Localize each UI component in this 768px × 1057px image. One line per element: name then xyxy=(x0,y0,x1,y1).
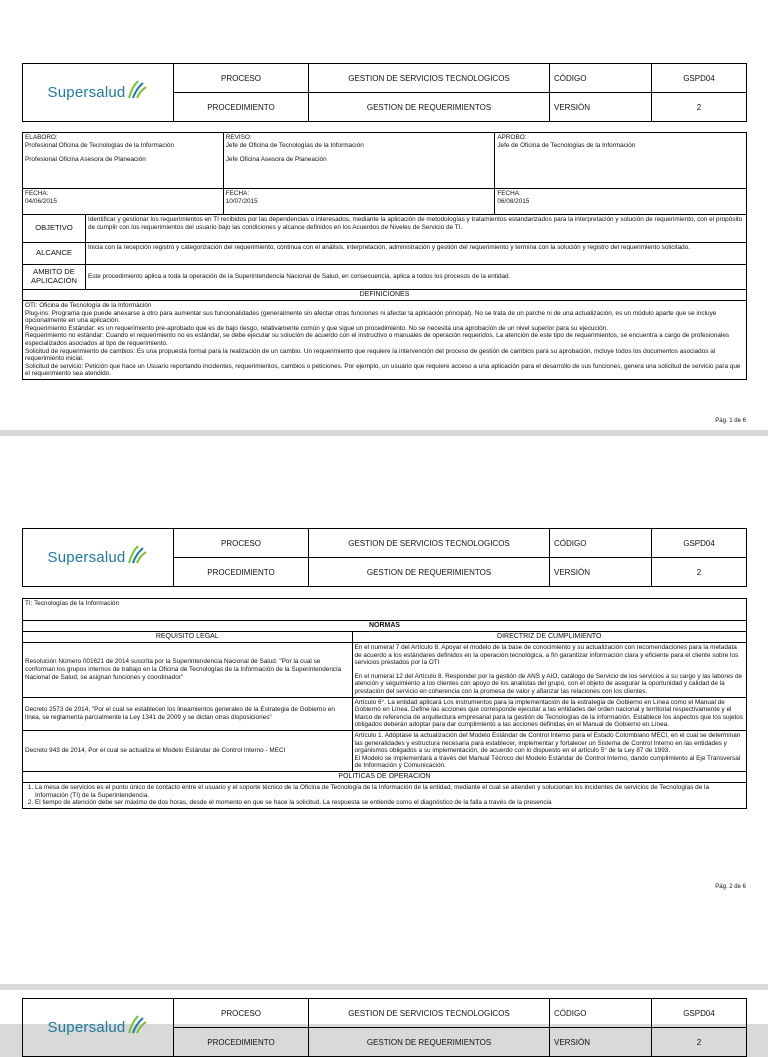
definicion-item: OTI: Oficina de Tecnología de la Información xyxy=(25,302,152,309)
aprobo-fecha: 06/08/2015 xyxy=(497,197,530,205)
supersalud-logo-icon xyxy=(126,543,148,565)
version-value: 2 xyxy=(652,93,747,122)
codigo-label: CÓDIGO xyxy=(550,529,652,558)
reviso-fecha-cell xyxy=(223,189,495,215)
supersalud-logo-icon xyxy=(126,78,148,100)
definicion-item: Solicitud de servicio: Petición que hace un Usuario reportando incidentes, requerimientos, cambios o peticiones. Por ejemplo, un usuario que requiere acceso a una aplicación para el desarrollo de sus funciones, genera una solicitud de servicio para que el requerimiento sea atendido. xyxy=(25,362,741,378)
version-label: VERSIÓN xyxy=(550,93,652,122)
page-2 xyxy=(0,436,768,984)
supersalud-logo-icon xyxy=(126,1013,148,1035)
definicion-item: Solicitud de requerimiento de cambios: Es una propuesta formal para la realización de un cambio. Un requerimiento que requiere la intervención del proceso de gestión de cambios para su aprobación, incluye todos los documentos asociados al requerimiento inicial. xyxy=(25,347,716,363)
definicion-item: Requerimiento no estándar: Cuando el requerimiento no es estándar, se debe ejecutar su solución de acuerdo con el instructivo o manuales de operación requeridos. La atención de este tipo de requerimientos, se encuentra a cargo de profesionales especializados asociados al tipo de requerimiento. xyxy=(25,332,730,347)
directriz-header: DIRECTRIZ DE CUMPLIMIENTO xyxy=(352,632,746,643)
norma-directriz xyxy=(352,643,746,698)
norma-requisito: Decreto 2573 de 2014, "Por el cual se establecen los lineamientos generales de la Estrategia de Gobierno en línea, se reglamenta parcialmente la Ley 1341 de 2009 y se dictan otras disposiciones" xyxy=(23,697,353,730)
proceso-label: PROCESO xyxy=(174,64,309,93)
politica-item: 2. El tiempo de atención debe ser máximo de dos horas, desde el momento en que se hace la solicitud. La respuesta se entiende como el diagnóstico de la falla a través de la presencia xyxy=(35,799,744,807)
proceso-value: GESTION DE SERVICIOS TECNOLOGICOS xyxy=(309,529,550,558)
aprobo-cell xyxy=(495,133,747,189)
elaboro-label: ELABORO: xyxy=(25,134,58,141)
reviso-fecha-label: FECHA: xyxy=(225,190,250,197)
norma-directriz xyxy=(352,730,746,771)
procedimiento-value: GESTION DE REQUERIMIENTOS xyxy=(309,93,550,122)
norma-directriz xyxy=(352,697,746,730)
aprobo-label: APROBO: xyxy=(497,134,527,141)
page-number: Pág. 2 de 6 xyxy=(715,884,746,890)
alcance-text: Inicia con la recepción registro y categorización del requerimiento, continua con el análisis, interpretación, administración y gestión del requerimiento y termina con la solución y registro del requerimiento solicitado. xyxy=(85,243,746,265)
document-header xyxy=(22,998,747,1057)
elaboro-fecha-label: FECHA: xyxy=(25,190,49,197)
page-1 xyxy=(0,0,768,430)
proceso-value: GESTION DE SERVICIOS TECNOLOGICOS xyxy=(309,64,550,93)
procedimiento-value: GESTION DE REQUERIMIENTOS xyxy=(309,558,550,587)
document-header xyxy=(22,63,747,122)
proceso-value: GESTION DE SERVICIOS TECNOLOGICOS xyxy=(309,999,550,1028)
requisito-legal-header: REQUISITO LEGAL xyxy=(23,632,353,643)
elaboro-fecha-cell xyxy=(23,189,224,215)
directriz-paragraph: Artículo 6°. La entidad aplicará Los instrumentos para la implementación de la estrategia de Gobierno en Línea como el Manual de Gobierno en Línea. Define las acciones que corresponde ejecutar a las entidades del orden nacional y territorial respectivamente y el Marco de referencia de arquitectura empresarial para la gestión de Tecnologías de la información. Establece los aspectos que los sujetos obligados deberán adoptar para dar cumplimiento a las acciones definidas en el Manual de Gobierno en Línea. xyxy=(354,698,744,729)
politicas-list xyxy=(23,782,747,808)
aprobo-fecha-label: FECHA: xyxy=(497,190,521,197)
ambito-label: AMBITO DE APLICACIÓN xyxy=(23,265,86,290)
elaboro-line1: Profesional Oficina de Tecnologías de la Información xyxy=(25,141,175,149)
codigo-label: CÓDIGO xyxy=(550,64,652,93)
version-value: 2 xyxy=(652,558,747,587)
document-header xyxy=(22,528,747,587)
codigo-label: CÓDIGO xyxy=(550,999,652,1028)
objetivo-text: Identificar y gestionar los requerimientos en TI recibidos por las dependencias o interesados, mediante la aplicación de metodologías y tratamientos estandarizados para la interpretación y solución de requerimiento, con el propósito de cumplir con los requerimientos del usuario bajo las condiciones y alcance definidos en los Acuerdos de Niveles de Servicio de TI. xyxy=(85,215,746,243)
version-label: VERSIÓN xyxy=(550,1028,652,1057)
definiciones-title: DEFINICIONES xyxy=(23,290,747,301)
page-number: Pág. 1 de 6 xyxy=(715,418,746,424)
directriz-paragraph: El Modelo se implementará a través del Manual Técnico del Modelo Estándar de Control Interno, dando cumplimiento al Eje Transversal de Información y Comunicación. xyxy=(354,754,741,770)
document-body xyxy=(22,132,747,380)
norma-requisito: Decreto 943 de 2014, Por el cual se actualiza el Modelo Estándar de Control Interno - MECI xyxy=(23,730,353,771)
normas-table xyxy=(22,598,747,809)
page-3 xyxy=(0,990,768,1047)
logo-text: Supersalud xyxy=(47,1019,126,1036)
logo-text: Supersalud xyxy=(47,84,126,101)
politicas-title: POLITICAS DE OPERACIÓN xyxy=(23,771,747,782)
logo-cell xyxy=(23,529,174,587)
directriz-paragraph: Artículo 1. Adóptase la actualización del Modelo Estándar de Control Interno para el Estado Colombiano MECI, en el cual se determinan las generalidades y estructura necesaria para establecer, implementar y fortalecer un Sistema de Control Interno en las entidades y organismos obligados a su implementación, de acuerdo con lo dispuesto en el artículo 5° de la Ley 87 de 1993. xyxy=(354,731,741,755)
definicion-item: Plug-ins: Programa que puede anexarse a otro para aumentar sus funcionalidades (generalmente sin afectar otras funciones ni afectar la aplicación principal). No se trata de un parche ni de una actualización, es un módulo aparte que se incluye opcionalmente en una aplicación. xyxy=(25,309,717,325)
alcance-label: ALCANCE xyxy=(23,243,86,265)
logo-cell xyxy=(23,64,174,122)
reviso-line2: Jefe Oficina Asesora de Planeación xyxy=(225,156,327,164)
reviso-label: REVISO: xyxy=(225,134,252,141)
procedimiento-value: GESTION DE REQUERIMIENTOS xyxy=(309,1028,550,1057)
ambito-text: Este procedimiento aplica a toda la operación de la Superintendencia Nacional de Salud, en consecuencia, aplica a todos los procesos de la entidad. xyxy=(85,265,746,290)
ti-definition: TI: Tecnologías de la Información xyxy=(23,599,747,621)
elaboro-fecha: 04/06/2015 xyxy=(25,197,57,205)
proceso-label: PROCESO xyxy=(174,999,309,1028)
codigo-value: GSPD04 xyxy=(652,64,747,93)
objetivo-label: OBJETIVO xyxy=(23,215,86,243)
elaboro-cell xyxy=(23,133,224,189)
procedimiento-label: PROCEDIMIENTO xyxy=(174,558,309,587)
definicion-item: Requerimiento Estándar: es un requerimiento pre-aprobado que es de bajo riesgo, relativamente común y que sigue un procedimiento. No se necesita una aprobación de un nivel superior para su ejecución. xyxy=(25,324,608,332)
normas-title: NORMAS xyxy=(23,621,747,632)
directriz-paragraph: En el numeral 7 del Artículo 8. Apoyar el modelo de la base de conocimiento y su actualización con recomendaciones para la metadata de acuerdo a los estándares definidos en la operación tecnológica, a fin garantizar información clara y eficiente para el cliente sobre los servicios prestados por la OTI xyxy=(354,644,739,667)
logo-cell xyxy=(23,999,174,1057)
definiciones-list xyxy=(23,301,747,380)
reviso-line1: Jefe de Oficina de Tecnologías de la Información xyxy=(225,141,364,149)
procedimiento-label: PROCEDIMIENTO xyxy=(174,93,309,122)
logo-text: Supersalud xyxy=(47,549,126,566)
directriz-paragraph: En el numeral 12 del Artículo 8. Responder por la gestión de ANS y AIO, catálogo de Servicio de los servicios a su cargo y las labores de atención y seguimiento a los clientes con apoyo de los analistas del grupo, con el objeto de asegurar la oportunidad y calidad de la prestación del servicio en coherencia con la promesa de valor y afianzar las relaciones con los clientes. xyxy=(354,672,743,695)
politica-item: 1. La mesa de servicios es el punto único de contacto entre el usuario y el soporte técnico de la Oficina de Tecnología de la Información de la entidad, mediante el cual se atienden y solucionan los incidentes de servicios de Tecnologías de la Información (TI) de la Superintendencia. xyxy=(35,784,744,799)
codigo-value: GSPD04 xyxy=(652,529,747,558)
aprobo-fecha-cell xyxy=(495,189,747,215)
codigo-value: GSPD04 xyxy=(652,999,747,1028)
elaboro-line2: Profesional Oficina Asesora de Planeación xyxy=(25,156,146,164)
aprobo-line1: Jefe de Oficina de Tecnologías de la Información xyxy=(497,141,636,149)
version-label: VERSIÓN xyxy=(550,558,652,587)
procedimiento-label: PROCEDIMIENTO xyxy=(174,1028,309,1057)
proceso-label: PROCESO xyxy=(174,529,309,558)
norma-requisito: Resolución Número 001621 de 2014 suscrita por la Superintendencia Nacional de Salud. "Por la cual se conforman los grupos internos de trabajo en la Oficina de Tecnologías de la Información de la Superintendencia Nacional de Salud, se asignan funciones y coordinador" xyxy=(23,643,353,698)
reviso-fecha: 10/07/2015 xyxy=(225,197,258,205)
reviso-cell xyxy=(223,133,495,189)
version-value: 2 xyxy=(652,1028,747,1057)
